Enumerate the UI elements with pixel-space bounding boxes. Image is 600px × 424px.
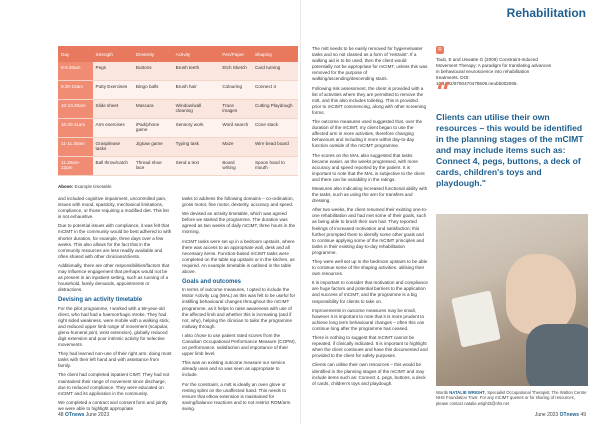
paragraph: This was an existing outcome measure our service already uses and so was seen as appropriate to include. [182, 360, 286, 378]
table-cell: Typing task [173, 138, 220, 157]
table-cell: Wire bead board [252, 138, 298, 157]
magazine-name: OTnews [559, 412, 580, 418]
paragraph: After two weeks, the client resumed their existing one-to-one rehabilitation and had met some of their goals, such as being able to brush their own hair. They reported feelings of increased motivation and satisfaction; this further prompted them to identify some other goals and to continue applying some of the mCIMT principles and tasks in their existing day-to-day rehabilitation programme. [312, 207, 428, 255]
table-cell: Word search [219, 119, 252, 138]
table-caption [58, 184, 112, 189]
author-credit [436, 390, 588, 406]
table-cell: Sensory work [173, 119, 220, 138]
table-row [58, 138, 298, 157]
paragraph: We completed a contract and consent form and jointly we were able to highlight appropriate [58, 399, 168, 411]
article-photo [436, 214, 588, 386]
sleeve-shape [526, 324, 588, 386]
table-cell: Arm exercises [93, 119, 133, 138]
paragraph: There is nothing to suggest that mCIMT cannot be repeated, if clinically indicated. It is important to highlight when the client continues and have this documented and provided to the client for safety purposes. [312, 335, 428, 359]
table-row [58, 157, 298, 176]
table-cell: Thread shoe lace [133, 157, 173, 176]
paragraph: I also chose to use patient rated scores from the Canadian Occupational Performance Measure (COPM), on performance, satisfaction and importance of their upper limb level. [182, 332, 296, 357]
page-fold [300, 0, 301, 424]
paragraph: The client had completed inpatient CIMT. They had not maintained their range of movement since discharge, due to reduced compliance. They were educated on mCIMT and its application in the community. [58, 372, 170, 396]
table-cell: Cutting Playdough [252, 100, 298, 119]
table-header: Day [58, 46, 93, 62]
paragraph: We devised an activity timetable, which was agreed before we started the programme. The duration was agreed as two weeks of daily mCIMT, three hours in the morning. [182, 211, 296, 235]
paragraph: It is important to consider that motivation and compliance are huge factors and potential barriers to the application and success of mCIMT, and the programme is a big responsibility for clients to take on. [312, 280, 428, 304]
table-row [58, 119, 298, 138]
issue-date: June 2023 [85, 412, 110, 418]
article-column-3 [312, 46, 428, 390]
paragraph: They had learned non-use of their right arm: doing most tasks with their left hand and with assistance from family. [58, 351, 172, 369]
table-cell: Slide sheet [93, 100, 133, 119]
playing-cards-shape [451, 290, 501, 347]
paragraph: Clients can utilise their own resources – this would be identified in the planning stages of the mCIMT and may include items such as: Connect 4, pegs, buttons, a deck of cards, children's toys and playdough. [312, 362, 426, 386]
author-role: , Specialist Occupational Therapist, The Walton Centre NHS Foundation Trust. For any mCIMT queries or for sharing of resources, please contact [436, 390, 587, 406]
reference-text: Taub, E and Uswatte G (2009) Constraint-Induced Movement Therapy: A paradigm for translating advances in behavioural neuroscience into rehabilitation treatments. DOI: 10.1002/9780470478509.neubb002066. [436, 57, 552, 87]
paragraph: The mitt needs to be easily removed for hygiene/water tasks and so not classed as a form of 'restraint'. If a walking aid is to be used, then the client would potentially not be appropriate for mCIMT, unless this was removed for the purpose of walking/ascending/descending stairs. [312, 46, 428, 82]
table-row [58, 81, 298, 100]
table-row [58, 100, 298, 119]
issue-date: June 2023 [534, 412, 559, 418]
pull-quote: Clients can utilise their own resources – this would be identified in the planning stages of the mCIMT and may include items such as: Connect 4, pegs, buttons, a deck of cards, children's toys and playdough." [436, 112, 584, 188]
section-title: Rehabilitation [506, 6, 586, 20]
table-cell: Buttons [133, 62, 173, 81]
table-cell: 10.30-11am [58, 119, 93, 138]
table-cell: Colouring [219, 81, 252, 100]
quote-mark-icon: “ [436, 78, 451, 108]
paragraph: The scores on the MAL also suggested that tasks became easier, as the weeks progressed, with more accuracy and speed reported by the patient. It is important to note that the MAL is subjective to the client and there can be variability in the ratings. [312, 152, 425, 182]
table-cell: Card turning [252, 62, 298, 81]
paragraph: Measures also indicating increased functional ability with the tasks, such as using the arm for transfers and dressing. [312, 185, 428, 204]
table-cell: Trace images [219, 100, 252, 119]
table-cell: 9.30-10am [58, 81, 93, 100]
paragraph: For the pilot programme, I worked with a 58-year-old client, who had had a haemorrhagic stroke. They had right sided weakness, were mobile with a walking stick, and reduced upper limb range of movement (scapular, gleno-humeral joint, wrist extension), globally reduced digit extension and poor intrinsic activity for selective movements. [58, 305, 170, 348]
section-heading: Goals and outcomes [182, 279, 242, 286]
paragraph: and included cognitive impairment, uncontrolled pain, issues with mood, spasticity, mechanical limitations, compliance, or those requiring a modified diet. This list is not exhaustive. [58, 196, 169, 220]
table-row [58, 62, 298, 81]
table-cell: Window/wall cleaning [173, 100, 220, 119]
author-email[interactable]: natalie.wright3@nhs.net [464, 400, 510, 406]
reference-box [436, 46, 552, 90]
table-cell: Maze [219, 138, 252, 157]
table-cell: 11-11.30am [58, 138, 93, 157]
paragraph: Following risk assessment, the client is provided with a list of activities where they are permitted to remove the mitt, and this also includes toileting. This is provided prior to mCIMT commencing, along with other screening forms. [312, 85, 427, 115]
table-header: Strength [93, 46, 133, 62]
table-cell: 11.30am-12pm [58, 157, 93, 176]
hand-shape [506, 254, 576, 334]
table-cell: Graspilease tasks [93, 138, 133, 157]
paragraph: They were well set up in the bedroom upstairs to be able to continue some of the shaping activities, utilising their own resources. [312, 259, 428, 277]
table-cell: Brush teeth [173, 62, 220, 81]
reference-badge: R [436, 46, 444, 54]
table-cell: Ball throw/catch [93, 157, 133, 176]
paragraph: The outcome measures used suggested that, over the duration of the mCIMT, my client began to use the affected arm in more activities, therefore changing behaviours and including it more within day-to-day function outside of the mCIMT programme. [312, 119, 423, 149]
section-heading: Devising an activity timetable [58, 297, 143, 304]
article-column-2 [182, 196, 296, 415]
table-cell: Send a text [173, 157, 220, 176]
table-header: Shaping [252, 46, 298, 62]
table-cell: Cone stack [252, 119, 298, 138]
paragraph: Improvements in outcome measures may be small, however it is important to note that it is more prudent to achieve long term behavioural changes – often this can continue long after the programme has ceased. [312, 307, 425, 331]
example-timetable [58, 46, 298, 176]
table-header-row [58, 46, 298, 62]
table-cell: Mascara [133, 100, 173, 119]
table-header: Activity [173, 46, 220, 62]
table-cell: iPad/phone game [133, 119, 173, 138]
table-header: Dexterity [133, 46, 173, 62]
page-number: 48 [58, 412, 64, 418]
paragraph: In terms of outcome measures, I opted to include the Motor Activity Log (MAL) as this was felt to be useful for instilling behavioural changes throughout the mCIMT programme, as it helps to raise awareness with use of the affected limb and whether this is increasing (and if not, why), helping the clinician to tailor the programme midway through. [182, 287, 296, 329]
page-number: 49 [580, 412, 586, 418]
table-cell: Board writing [219, 157, 252, 176]
footer-right [535, 412, 586, 418]
table-cell: Brush hair [173, 81, 220, 100]
table-cell: 9-9.30am [58, 62, 93, 81]
paragraph: Additionally, there are other responsibilities/factors that may influence engagement that perhaps would not be as present in an inpatient setting, such as running of a household, family demands, appointments or distractions. [58, 262, 170, 293]
magazine-name: OTnews [64, 412, 85, 418]
table-cell: Bingo balls [133, 81, 173, 100]
paragraph: tasks to address the following domains – co-ordination, gross motor, fine motor, dexterity, accuracy and speed. [182, 196, 294, 208]
paragraph: mCIMT tasks were set up in a bedroom upstairs, where there was access to an appropriate wall, desk and all necessary items. Function-based mCIMT tasks were completed on the table top upstairs or in the kitchen, as required. An example timetable is outlined in the table above. [182, 238, 295, 275]
table-cell: Spoon hand to mouth [252, 157, 298, 176]
caption-label: Above: [58, 184, 74, 189]
caption-text: Example timetable [74, 184, 112, 189]
paragraph: Due to potential issues with compliance, it was felt that mCIMT in the community would be best adhered to with shorter duration, for example, three days over a few weeks. This also allows for the fact that in the community resources are less readily available and often shared with other clinicians/clients. [58, 223, 172, 259]
table-cell: Jigsaw game [133, 138, 173, 157]
footer-left [58, 412, 109, 418]
article-column-1 [58, 196, 172, 415]
table-cell: Putty Exercises [93, 81, 133, 100]
table-header: Pen/Paper [219, 46, 252, 62]
table-cell: Pegs [93, 62, 133, 81]
paragraph: For the constraint, a mitt is ideally an oven glove or resting splint on the unaffected hand. This needs to ensure that elbow extension is maintained for saving/balance reactions and to not restrict ROM/arm swing. [182, 381, 291, 411]
author-name: NATALIE WRIGHT [449, 390, 485, 395]
table-cell: Connect 4 [252, 81, 298, 100]
author-label: Words [436, 390, 449, 395]
table-cell: Etch Sketch [219, 62, 252, 81]
table-cell: 10-10.30am [58, 100, 93, 119]
